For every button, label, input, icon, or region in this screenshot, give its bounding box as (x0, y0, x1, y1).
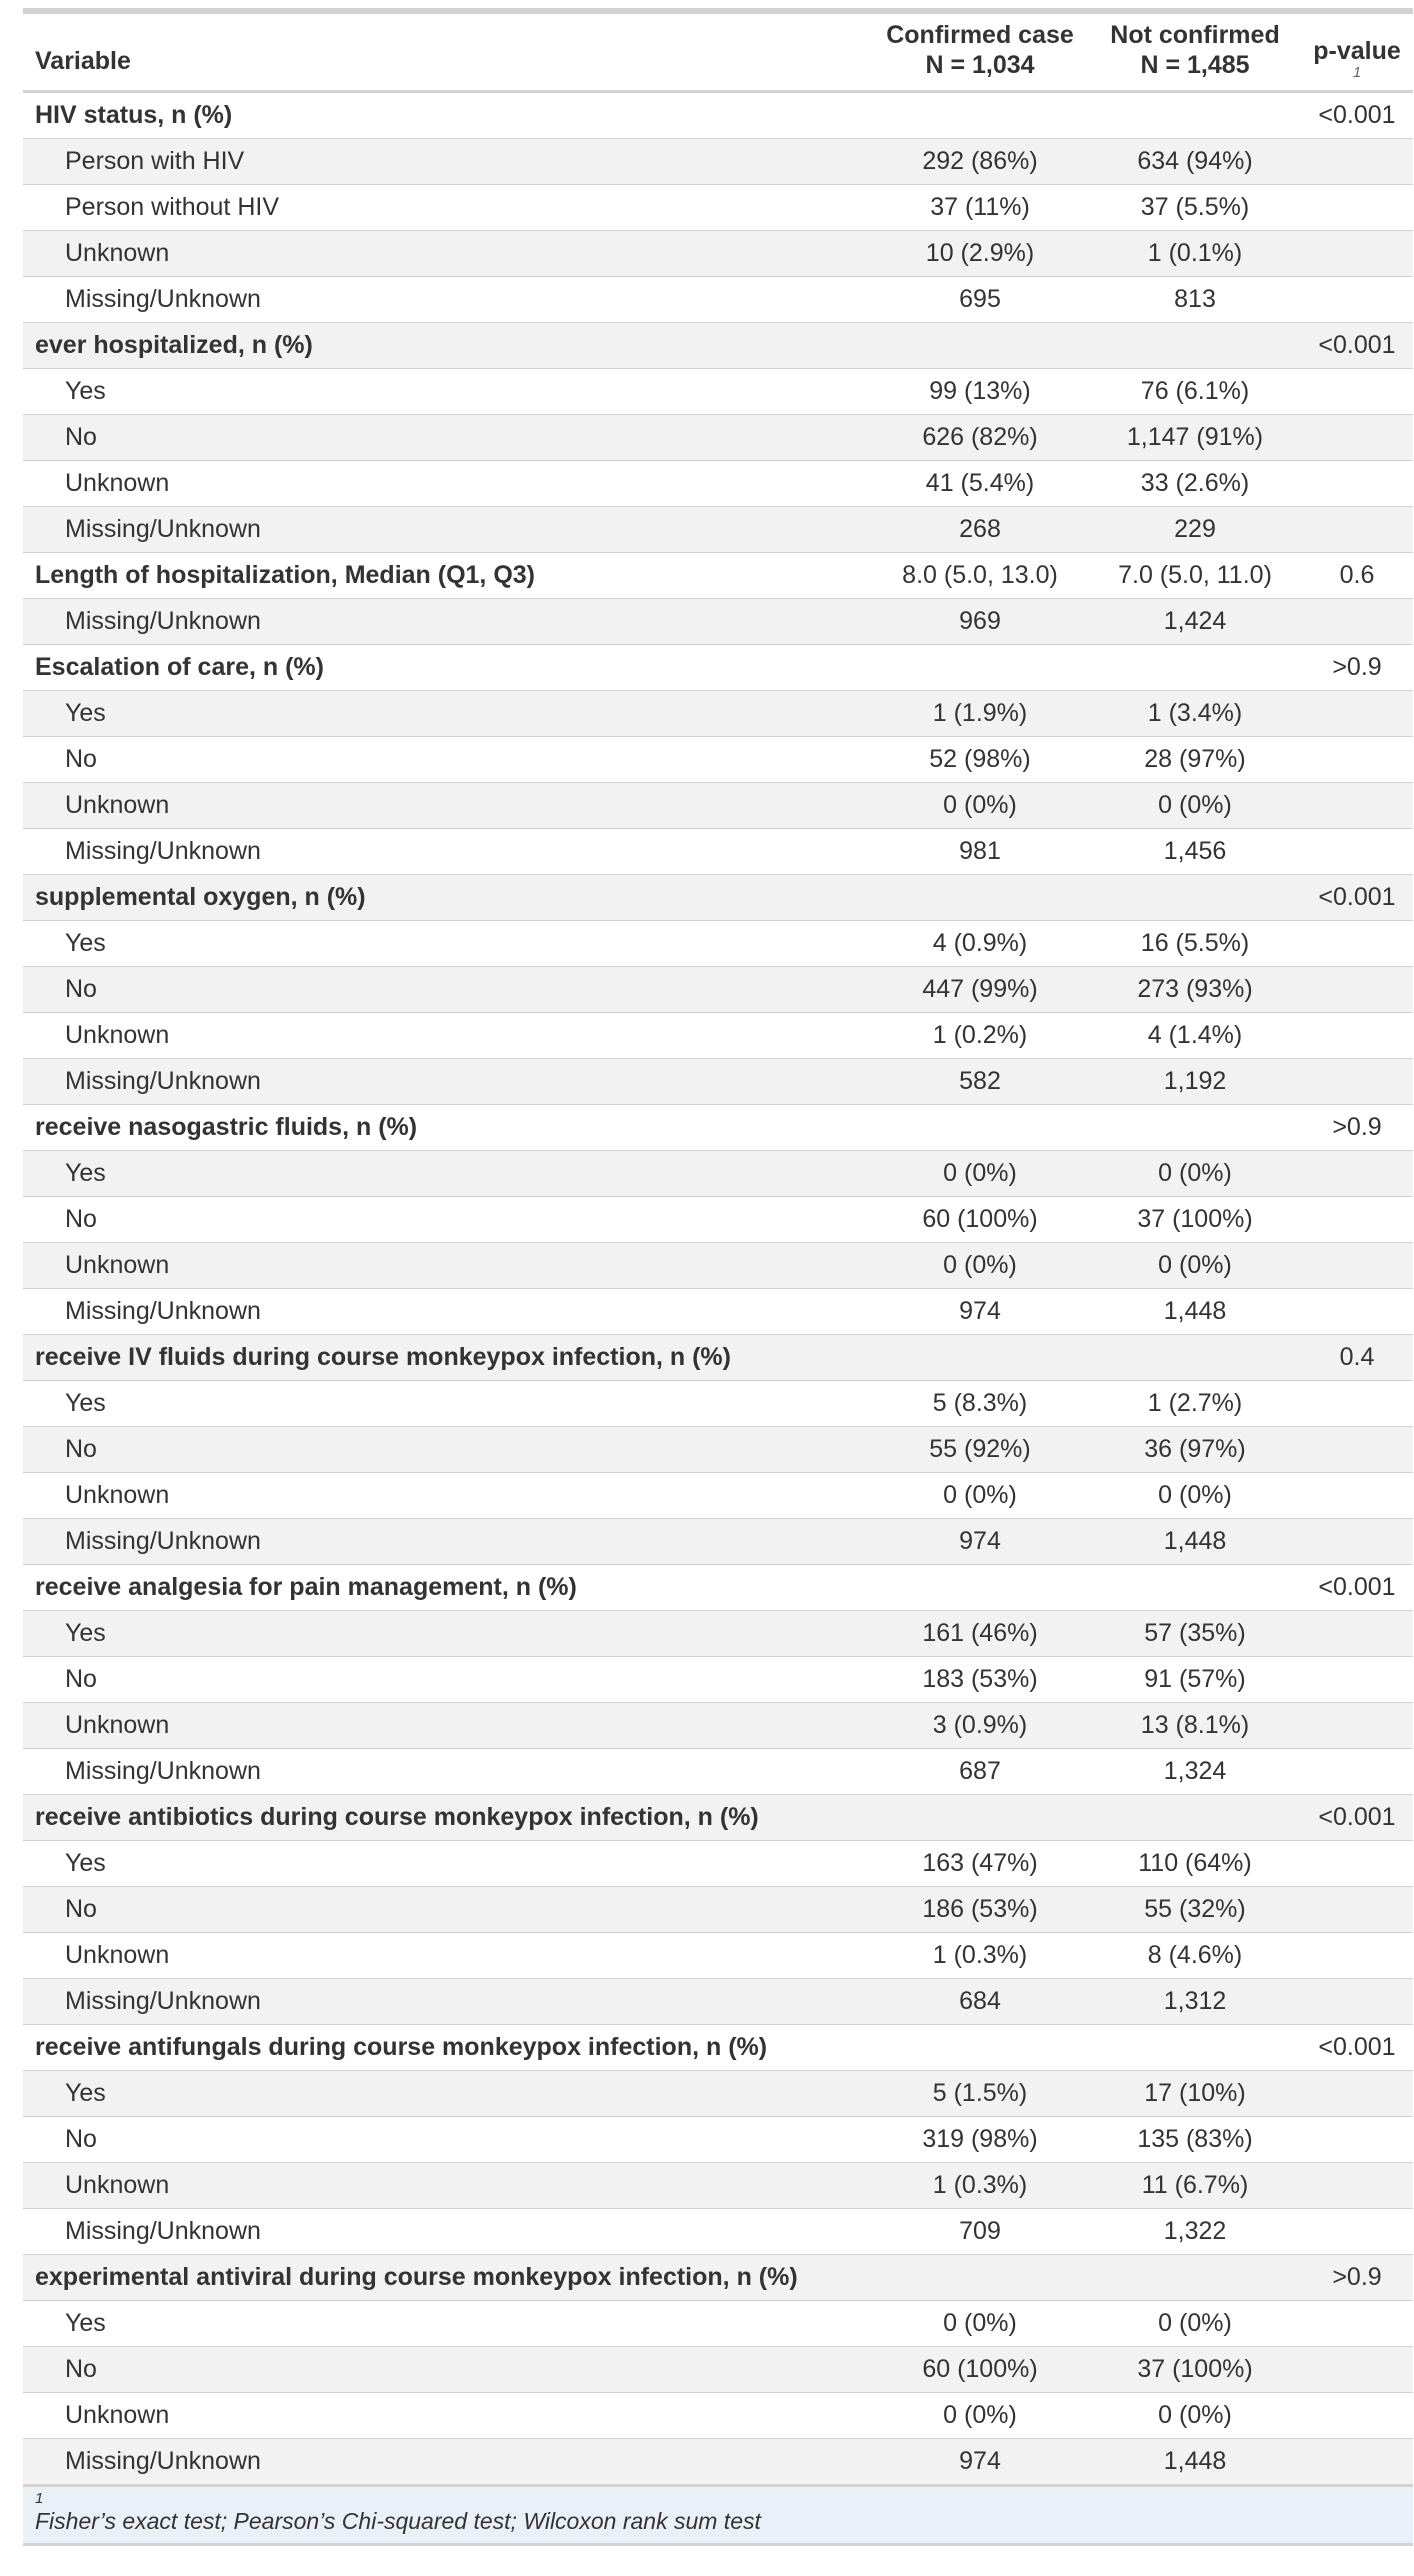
footnote-text: Fisher’s exact test; Pearson’s Chi-squared test; Wilcoxon rank sum test (35, 2508, 761, 2534)
not-confirmed-value: 37 (100%) (1089, 1197, 1301, 1243)
confirmed-case-value: 292 (86%) (871, 139, 1089, 185)
table-row-level (23, 185, 1413, 231)
confirmed-case-value: 5 (8.3%) (871, 1381, 1089, 1427)
p-value (1301, 1013, 1413, 1059)
summary-table (23, 8, 1413, 2546)
p-value: >0.9 (1301, 645, 1413, 691)
not-confirmed-value: 1,147 (91%) (1089, 415, 1301, 461)
header-confirmed-case-label: Confirmed case (886, 21, 1074, 49)
row-label: Missing/Unknown (23, 599, 871, 645)
p-value: >0.9 (1301, 2255, 1413, 2301)
p-value (1301, 415, 1413, 461)
confirmed-case-value: 1 (1.9%) (871, 691, 1089, 737)
row-label: Missing/Unknown (23, 2439, 871, 2486)
confirmed-case-value: 0 (0%) (871, 783, 1089, 829)
not-confirmed-value: 229 (1089, 507, 1301, 553)
not-confirmed-value: 0 (0%) (1089, 2393, 1301, 2439)
confirmed-case-value (871, 323, 1089, 369)
not-confirmed-value: 1,448 (1089, 1289, 1301, 1335)
not-confirmed-value: 1 (2.7%) (1089, 1381, 1301, 1427)
confirmed-case-value: 3 (0.9%) (871, 1703, 1089, 1749)
row-label: Yes (23, 1841, 871, 1887)
table-row-level (23, 1611, 1413, 1657)
p-value (1301, 1473, 1413, 1519)
summary-table-container (23, 8, 1413, 2546)
p-value (1301, 2117, 1413, 2163)
confirmed-case-value: 55 (92%) (871, 1427, 1089, 1473)
table-row-level (23, 2301, 1413, 2347)
confirmed-case-value (871, 1565, 1089, 1611)
table-row-variable (23, 1105, 1413, 1151)
not-confirmed-value: 91 (57%) (1089, 1657, 1301, 1703)
table-row-level (23, 1013, 1413, 1059)
table-row-level (23, 1749, 1413, 1795)
row-label: Yes (23, 2301, 871, 2347)
not-confirmed-value (1089, 323, 1301, 369)
not-confirmed-value: 37 (100%) (1089, 2347, 1301, 2393)
not-confirmed-value: 0 (0%) (1089, 1151, 1301, 1197)
p-value: <0.001 (1301, 92, 1413, 139)
table-row-variable (23, 1565, 1413, 1611)
p-value (1301, 1703, 1413, 1749)
p-value (1301, 1887, 1413, 1933)
not-confirmed-value (1089, 92, 1301, 139)
not-confirmed-value: 1,448 (1089, 2439, 1301, 2486)
p-value (1301, 231, 1413, 277)
not-confirmed-value: 76 (6.1%) (1089, 369, 1301, 415)
p-value (1301, 2209, 1413, 2255)
table-row-level (23, 1887, 1413, 1933)
header-not-confirmed-label: Not confirmed (1110, 21, 1280, 49)
table-row-level (23, 829, 1413, 875)
row-label: No (23, 737, 871, 783)
not-confirmed-value: 1,448 (1089, 1519, 1301, 1565)
table-row-variable (23, 323, 1413, 369)
row-label: Missing/Unknown (23, 829, 871, 875)
not-confirmed-value: 28 (97%) (1089, 737, 1301, 783)
row-label: Missing/Unknown (23, 277, 871, 323)
not-confirmed-value: 16 (5.5%) (1089, 921, 1301, 967)
p-value: >0.9 (1301, 1105, 1413, 1151)
header-not-confirmed (1089, 13, 1301, 92)
p-value (1301, 1427, 1413, 1473)
not-confirmed-value (1089, 2025, 1301, 2071)
p-value (1301, 507, 1413, 553)
table-row-level (23, 231, 1413, 277)
p-value (1301, 1289, 1413, 1335)
confirmed-case-value: 1 (0.3%) (871, 2163, 1089, 2209)
not-confirmed-value: 17 (10%) (1089, 2071, 1301, 2117)
p-value (1301, 1151, 1413, 1197)
not-confirmed-value: 55 (32%) (1089, 1887, 1301, 1933)
p-value (1301, 829, 1413, 875)
confirmed-case-value: 37 (11%) (871, 185, 1089, 231)
not-confirmed-value: 13 (8.1%) (1089, 1703, 1301, 1749)
not-confirmed-value: 135 (83%) (1089, 2117, 1301, 2163)
row-label: Unknown (23, 783, 871, 829)
not-confirmed-value: 1,424 (1089, 599, 1301, 645)
row-label: No (23, 2117, 871, 2163)
p-value (1301, 2347, 1413, 2393)
p-value (1301, 1059, 1413, 1105)
table-row-level (23, 1519, 1413, 1565)
row-label: Missing/Unknown (23, 1289, 871, 1335)
not-confirmed-value (1089, 875, 1301, 921)
p-value: 0.6 (1301, 553, 1413, 599)
p-value (1301, 1197, 1413, 1243)
p-value: <0.001 (1301, 2025, 1413, 2071)
p-value (1301, 1933, 1413, 1979)
not-confirmed-value: 0 (0%) (1089, 1243, 1301, 1289)
confirmed-case-value: 974 (871, 1519, 1089, 1565)
row-label: receive nasogastric fluids, n (%) (23, 1105, 871, 1151)
confirmed-case-value: 974 (871, 2439, 1089, 2486)
row-label: No (23, 1197, 871, 1243)
table-row-level (23, 599, 1413, 645)
table-row-variable (23, 1795, 1413, 1841)
not-confirmed-value (1089, 1795, 1301, 1841)
row-label: No (23, 1657, 871, 1703)
p-value (1301, 369, 1413, 415)
header-confirmed-case-n: N = 1,034 (925, 51, 1035, 79)
not-confirmed-value: 1 (0.1%) (1089, 231, 1301, 277)
table-row-level (23, 1197, 1413, 1243)
table-row-level (23, 1703, 1413, 1749)
confirmed-case-value (871, 2255, 1089, 2301)
p-value (1301, 921, 1413, 967)
row-label: Yes (23, 1611, 871, 1657)
confirmed-case-value: 4 (0.9%) (871, 921, 1089, 967)
table-row-level (23, 1979, 1413, 2025)
confirmed-case-value: 0 (0%) (871, 1151, 1089, 1197)
table-row-level (23, 921, 1413, 967)
table-row-variable (23, 92, 1413, 139)
table-row-variable (23, 553, 1413, 599)
not-confirmed-value: 1,322 (1089, 2209, 1301, 2255)
table-footer (23, 2486, 1413, 2545)
table-row-level (23, 1473, 1413, 1519)
row-label: Unknown (23, 1933, 871, 1979)
table-row-level (23, 1933, 1413, 1979)
table-row-level (23, 737, 1413, 783)
confirmed-case-value: 695 (871, 277, 1089, 323)
table-row-variable (23, 645, 1413, 691)
table-row-level (23, 1289, 1413, 1335)
p-value (1301, 1611, 1413, 1657)
row-label: receive analgesia for pain management, n (%) (23, 1565, 871, 1611)
table-row-level (23, 1841, 1413, 1887)
confirmed-case-value (871, 2025, 1089, 2071)
p-value (1301, 461, 1413, 507)
not-confirmed-value: 1,192 (1089, 1059, 1301, 1105)
not-confirmed-value: 0 (0%) (1089, 1473, 1301, 1519)
table-row-level (23, 277, 1413, 323)
confirmed-case-value: 684 (871, 1979, 1089, 2025)
not-confirmed-value: 1 (3.4%) (1089, 691, 1301, 737)
p-value (1301, 2393, 1413, 2439)
row-label: Yes (23, 1381, 871, 1427)
not-confirmed-value: 813 (1089, 277, 1301, 323)
confirmed-case-value: 1 (0.2%) (871, 1013, 1089, 1059)
table-row-level (23, 1059, 1413, 1105)
p-value (1301, 2163, 1413, 2209)
table-row-level (23, 1151, 1413, 1197)
row-label: Unknown (23, 1243, 871, 1289)
row-label: Yes (23, 921, 871, 967)
p-value (1301, 599, 1413, 645)
confirmed-case-value (871, 1335, 1089, 1381)
row-label: HIV status, n (%) (23, 92, 871, 139)
not-confirmed-value: 0 (0%) (1089, 783, 1301, 829)
not-confirmed-value: 110 (64%) (1089, 1841, 1301, 1887)
row-label: Unknown (23, 1703, 871, 1749)
not-confirmed-value (1089, 1565, 1301, 1611)
not-confirmed-value: 0 (0%) (1089, 2301, 1301, 2347)
confirmed-case-value: 1 (0.3%) (871, 1933, 1089, 1979)
row-label: Yes (23, 369, 871, 415)
p-value: 0.4 (1301, 1335, 1413, 1381)
row-label: Escalation of care, n (%) (23, 645, 871, 691)
row-label: No (23, 967, 871, 1013)
row-label: Yes (23, 691, 871, 737)
confirmed-case-value: 447 (99%) (871, 967, 1089, 1013)
table-row-level (23, 1657, 1413, 1703)
row-label: Missing/Unknown (23, 1749, 871, 1795)
confirmed-case-value: 99 (13%) (871, 369, 1089, 415)
p-value: <0.001 (1301, 1565, 1413, 1611)
table-row-level (23, 2071, 1413, 2117)
p-value: <0.001 (1301, 323, 1413, 369)
table-row-level (23, 461, 1413, 507)
row-label: No (23, 1887, 871, 1933)
table-row-level (23, 1243, 1413, 1289)
not-confirmed-value: 37 (5.5%) (1089, 185, 1301, 231)
p-value (1301, 2071, 1413, 2117)
table-row-level (23, 2209, 1413, 2255)
confirmed-case-value: 183 (53%) (871, 1657, 1089, 1703)
row-label: supplemental oxygen, n (%) (23, 875, 871, 921)
confirmed-case-value: 687 (871, 1749, 1089, 1795)
not-confirmed-value: 1,312 (1089, 1979, 1301, 2025)
row-label: Yes (23, 2071, 871, 2117)
confirmed-case-value: 163 (47%) (871, 1841, 1089, 1887)
table-row-level (23, 415, 1413, 461)
not-confirmed-value: 11 (6.7%) (1089, 2163, 1301, 2209)
row-label: No (23, 415, 871, 461)
row-label: Unknown (23, 231, 871, 277)
table-header (23, 10, 1413, 92)
not-confirmed-value: 8 (4.6%) (1089, 1933, 1301, 1979)
not-confirmed-value: 273 (93%) (1089, 967, 1301, 1013)
footnote (23, 2486, 1413, 2545)
confirmed-case-value: 60 (100%) (871, 2347, 1089, 2393)
confirmed-case-value: 41 (5.4%) (871, 461, 1089, 507)
not-confirmed-value: 1,456 (1089, 829, 1301, 875)
not-confirmed-value (1089, 1105, 1301, 1151)
p-value (1301, 1979, 1413, 2025)
header-variable: Variable (23, 13, 871, 92)
confirmed-case-value: 0 (0%) (871, 2393, 1089, 2439)
header-not-confirmed-n: N = 1,485 (1140, 51, 1250, 79)
header-confirmed-case (871, 13, 1089, 92)
row-label: receive antibiotics during course monkeypox infection, n (%) (23, 1795, 871, 1841)
p-value (1301, 691, 1413, 737)
row-label: No (23, 1427, 871, 1473)
header-p-value-label: p-value (1313, 37, 1401, 65)
row-label: Unknown (23, 2163, 871, 2209)
row-label: Missing/Unknown (23, 1979, 871, 2025)
row-label: Unknown (23, 1013, 871, 1059)
table-row-level (23, 2347, 1413, 2393)
table-row-level (23, 1381, 1413, 1427)
not-confirmed-value: 57 (35%) (1089, 1611, 1301, 1657)
not-confirmed-value: 36 (97%) (1089, 1427, 1301, 1473)
row-label: Missing/Unknown (23, 1519, 871, 1565)
table-row-variable (23, 875, 1413, 921)
table-row-level (23, 2439, 1413, 2486)
row-label: No (23, 2347, 871, 2393)
confirmed-case-value (871, 1795, 1089, 1841)
not-confirmed-value: 634 (94%) (1089, 139, 1301, 185)
p-value (1301, 737, 1413, 783)
p-value (1301, 185, 1413, 231)
confirmed-case-value: 0 (0%) (871, 1243, 1089, 1289)
p-value: <0.001 (1301, 875, 1413, 921)
table-row-level (23, 139, 1413, 185)
row-label: Yes (23, 1151, 871, 1197)
confirmed-case-value: 974 (871, 1289, 1089, 1335)
row-label: receive IV fluids during course monkeypox infection, n (%) (23, 1335, 871, 1381)
table-row-level (23, 783, 1413, 829)
confirmed-case-value (871, 92, 1089, 139)
not-confirmed-value: 4 (1.4%) (1089, 1013, 1301, 1059)
not-confirmed-value: 33 (2.6%) (1089, 461, 1301, 507)
row-label: Unknown (23, 1473, 871, 1519)
confirmed-case-value: 626 (82%) (871, 415, 1089, 461)
header-p-value (1301, 13, 1413, 92)
p-value (1301, 967, 1413, 1013)
header-row (23, 13, 1413, 92)
p-value: <0.001 (1301, 1795, 1413, 1841)
confirmed-case-value: 981 (871, 829, 1089, 875)
table-row-variable (23, 1335, 1413, 1381)
confirmed-case-value: 319 (98%) (871, 2117, 1089, 2163)
confirmed-case-value: 161 (46%) (871, 1611, 1089, 1657)
confirmed-case-value: 268 (871, 507, 1089, 553)
row-label: experimental antiviral during course monkeypox infection, n (%) (23, 2255, 871, 2301)
p-value (1301, 1381, 1413, 1427)
row-label: Missing/Unknown (23, 2209, 871, 2255)
table-row-level (23, 2393, 1413, 2439)
table-row-level (23, 507, 1413, 553)
p-value (1301, 783, 1413, 829)
confirmed-case-value: 969 (871, 599, 1089, 645)
row-label: Person without HIV (23, 185, 871, 231)
confirmed-case-value (871, 875, 1089, 921)
p-value (1301, 1519, 1413, 1565)
confirmed-case-value: 582 (871, 1059, 1089, 1105)
table-row-level (23, 369, 1413, 415)
confirmed-case-value: 10 (2.9%) (871, 231, 1089, 277)
confirmed-case-value (871, 1105, 1089, 1151)
p-value (1301, 1841, 1413, 1887)
confirmed-case-value: 0 (0%) (871, 2301, 1089, 2347)
table-row-variable (23, 2025, 1413, 2071)
confirmed-case-value (871, 645, 1089, 691)
p-value (1301, 139, 1413, 185)
confirmed-case-value: 0 (0%) (871, 1473, 1089, 1519)
p-value (1301, 2301, 1413, 2347)
confirmed-case-value: 709 (871, 2209, 1089, 2255)
confirmed-case-value: 5 (1.5%) (871, 2071, 1089, 2117)
confirmed-case-value: 186 (53%) (871, 1887, 1089, 1933)
p-value (1301, 1749, 1413, 1795)
table-row-level (23, 967, 1413, 1013)
table-row-level (23, 691, 1413, 737)
confirmed-case-value: 8.0 (5.0, 13.0) (871, 553, 1089, 599)
confirmed-case-value: 52 (98%) (871, 737, 1089, 783)
not-confirmed-value (1089, 2255, 1301, 2301)
confirmed-case-value: 60 (100%) (871, 1197, 1089, 1243)
footnote-marker: 1 (1352, 64, 1362, 81)
footnote-marker: 1 (35, 2490, 44, 2507)
not-confirmed-value: 1,324 (1089, 1749, 1301, 1795)
not-confirmed-value (1089, 645, 1301, 691)
row-label: ever hospitalized, n (%) (23, 323, 871, 369)
p-value (1301, 1243, 1413, 1289)
row-label: Person with HIV (23, 139, 871, 185)
table-row-level (23, 1427, 1413, 1473)
table-row-variable (23, 2255, 1413, 2301)
row-label: receive antifungals during course monkeypox infection, n (%) (23, 2025, 871, 2071)
p-value (1301, 2439, 1413, 2486)
p-value (1301, 1657, 1413, 1703)
table-row-level (23, 2163, 1413, 2209)
row-label: Missing/Unknown (23, 1059, 871, 1105)
not-confirmed-value (1089, 1335, 1301, 1381)
p-value (1301, 277, 1413, 323)
row-label: Missing/Unknown (23, 507, 871, 553)
row-label: Unknown (23, 461, 871, 507)
not-confirmed-value: 7.0 (5.0, 11.0) (1089, 553, 1301, 599)
row-label: Unknown (23, 2393, 871, 2439)
row-label: Length of hospitalization, Median (Q1, Q3) (23, 553, 871, 599)
table-row-level (23, 2117, 1413, 2163)
table-body (23, 92, 1413, 2486)
